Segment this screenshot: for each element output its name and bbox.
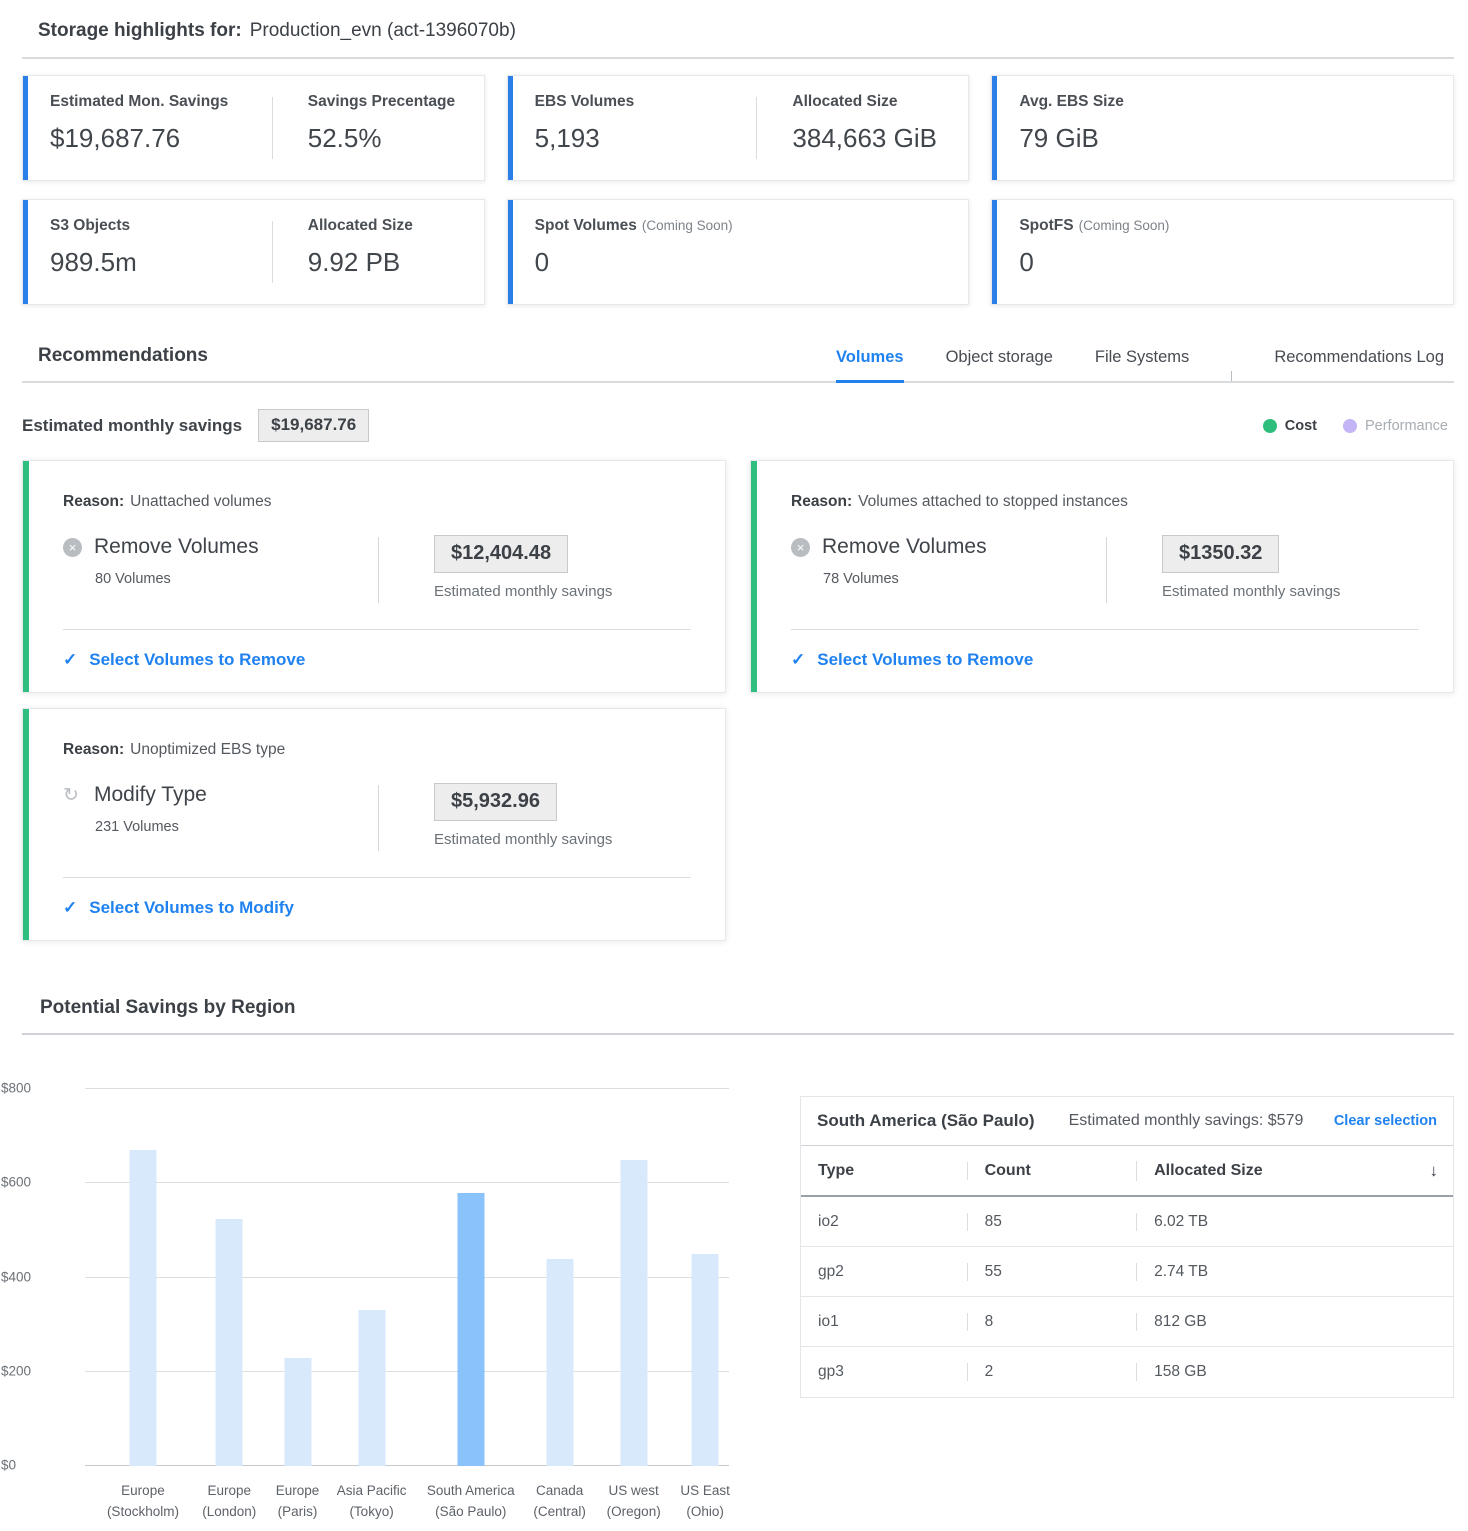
column-header-count[interactable]: Count [967, 1162, 1137, 1180]
legend [1263, 418, 1448, 434]
cell-allocated-size: 158 GB [1136, 1363, 1453, 1381]
accent-bar [992, 76, 997, 180]
stat-label: SpotFS (Coming Soon) [1019, 217, 1170, 234]
coming-soon-badge: (Coming Soon) [641, 218, 733, 233]
amount-block [379, 535, 612, 600]
select-volumes-to-remove-link[interactable]: ✓ Select Volumes to Remove [791, 650, 1034, 669]
stat-value: 52.5% [307, 123, 382, 153]
bar-south-america-s-o-paulo[interactable] [457, 1193, 484, 1466]
stat-label: Savings Precentage [307, 93, 456, 110]
stat-card-spot-volumes [507, 199, 970, 305]
stat-allocated-size-s3 [273, 200, 484, 304]
stat-allocated-size [757, 76, 968, 180]
x-axis-label-europe-paris: Europe (Paris) [275, 1483, 320, 1519]
selected-region-title: South America (São Paulo) [817, 1111, 1035, 1130]
legend-item-performance[interactable] [1343, 418, 1448, 434]
remove-icon: × [791, 538, 810, 557]
stat-avg-ebs-size [992, 76, 1453, 180]
summary-row [22, 409, 1454, 442]
cell-allocated-size: 812 GB [1136, 1313, 1453, 1331]
savings-caption: Estimated monthly savings [434, 831, 613, 848]
recommendations-title: Recommendations [38, 345, 208, 366]
action-block [791, 535, 1106, 587]
region-savings-chart [1, 1041, 758, 1531]
stat-value: 384,663 GiB [792, 123, 937, 153]
check-icon: ✓ [63, 650, 78, 669]
stat-label: EBS Volumes [534, 93, 635, 110]
bar-europe-paris[interactable] [284, 1358, 311, 1466]
rec-main [63, 783, 691, 851]
column-header-allocated-size[interactable]: Allocated Size ↓ [1136, 1161, 1453, 1181]
environment-name: Production_evn (act-1396070b) [249, 20, 516, 41]
check-icon: ✓ [63, 898, 78, 917]
x-axis-label-asia-pacific-tokyo: Asia Pacific (Tokyo) [336, 1483, 407, 1519]
savings-by-region-title: Potential Savings by Region [40, 997, 296, 1018]
action-block [63, 783, 378, 835]
action-block [63, 535, 378, 587]
stat-cards-grid [22, 75, 1454, 305]
region-table-header [801, 1097, 1453, 1146]
x-axis-label-europe-stockholm: Europe (Stockholm) [106, 1483, 179, 1519]
amount-block [379, 783, 612, 848]
select-volumes-to-modify-link[interactable]: ✓ Select Volumes to Modify [63, 898, 294, 917]
accent-bar [992, 200, 997, 304]
table-row[interactable] [801, 1347, 1453, 1397]
rec-main [63, 535, 691, 603]
accent-bar [23, 200, 28, 304]
cell-count: 2 [967, 1363, 1137, 1381]
volume-count: 231 Volumes [95, 819, 179, 835]
volume-count: 80 Volumes [95, 571, 171, 587]
rec-main [791, 535, 1419, 603]
bar-europe-stockholm[interactable] [129, 1150, 156, 1466]
savings-amount-badge: $1350.32 [1162, 535, 1279, 573]
cell-count: 8 [967, 1313, 1137, 1331]
sort-descending-icon[interactable]: ↓ [1429, 1160, 1438, 1180]
savings-caption: Estimated monthly savings [1162, 583, 1341, 600]
savings-amount-badge: $12,404.48 [434, 535, 568, 573]
bar-asia-pacific-tokyo[interactable] [358, 1310, 385, 1466]
savings-caption: Estimated monthly savings [434, 583, 613, 600]
recommendations-header [22, 345, 1454, 383]
chart-plot-area [1, 1080, 730, 1519]
y-axis-label: $800 [1, 1080, 32, 1096]
stat-label: Avg. EBS Size [1019, 93, 1124, 110]
x-axis-label-europe-london: Europe (London) [202, 1483, 257, 1519]
stat-card-spotfs [991, 199, 1454, 305]
summary-value-badge: $19,687.76 [258, 409, 369, 442]
y-axis-label: $0 [1, 1457, 17, 1473]
x-axis-label-us-east-ohio: US East (Ohio) [680, 1483, 730, 1519]
volume-count: 78 Volumes [823, 571, 899, 587]
monthly-savings-summary [22, 409, 369, 442]
select-volumes-to-remove-link[interactable]: ✓ Select Volumes to Remove [63, 650, 306, 669]
performance-dot-icon [1343, 419, 1357, 433]
stat-value: 9.92 PB [307, 247, 401, 277]
action-title: Modify Type [94, 783, 207, 806]
gridline [1, 1080, 729, 1096]
amount-block [1107, 535, 1340, 600]
action-title: Remove Volumes [94, 535, 259, 558]
tab-recommendations-log[interactable]: Recommendations Log [1274, 348, 1444, 366]
tab-object-storage[interactable]: Object storage [945, 348, 1053, 366]
tab-separator [1231, 371, 1232, 381]
table-row[interactable] [801, 1247, 1453, 1297]
accent-bar [23, 76, 28, 180]
remove-icon: × [63, 538, 82, 557]
accent-bar [508, 76, 513, 180]
coming-soon-badge: (Coming Soon) [1078, 218, 1170, 233]
stat-s3-objects [23, 200, 272, 304]
cell-type: io1 [818, 1312, 839, 1330]
cell-type: gp2 [818, 1262, 844, 1280]
rec-card-stopped-instances [750, 460, 1454, 693]
x-axis-label-canada-central: Canada (Central) [533, 1483, 586, 1519]
legend-item-cost[interactable] [1263, 418, 1317, 434]
cell-type: gp3 [818, 1363, 844, 1380]
region-detail-panel [800, 1096, 1454, 1531]
column-header-type[interactable]: Type [818, 1161, 855, 1179]
tab-file-systems[interactable]: File Systems [1094, 348, 1190, 366]
accent-bar [508, 200, 513, 304]
reason-line: Reason: Volumes attached to stopped instances [791, 493, 1128, 510]
stat-card-s3-objects [22, 199, 485, 305]
region-table [800, 1096, 1454, 1398]
cell-allocated-size: 6.02 TB [1136, 1213, 1453, 1231]
reason-line: Reason: Unattached volumes [63, 493, 272, 510]
recommendation-cards [22, 460, 1454, 941]
bar-us-west-oregon[interactable] [620, 1160, 647, 1466]
bar-canada-central[interactable] [546, 1259, 573, 1466]
legend-label: Cost [1284, 417, 1317, 434]
stat-ebs-volumes [508, 76, 757, 180]
y-axis-label: $600 [1, 1174, 32, 1190]
bar-us-east-ohio[interactable] [692, 1254, 719, 1466]
stat-label: Estimated Mon. Savings [50, 93, 229, 110]
cell-count: 55 [967, 1263, 1137, 1281]
summary-label: Estimated monthly savings [22, 415, 243, 435]
accent-bar [23, 709, 29, 940]
clear-selection-link[interactable]: Clear selection [1333, 1113, 1437, 1129]
rec-card-unattached [22, 460, 726, 693]
action-title: Remove Volumes [822, 535, 987, 558]
accent-bar [751, 461, 757, 692]
stat-value: $19,687.76 [50, 123, 181, 153]
stat-savings-percentage [273, 76, 484, 180]
table-row[interactable] [801, 1297, 1453, 1347]
cell-count: 85 [967, 1213, 1137, 1231]
stat-estimated-mon-savings [23, 76, 272, 180]
region-savings-subtitle: Estimated monthly savings: $579 [1068, 1112, 1304, 1129]
bar-europe-london[interactable] [216, 1219, 243, 1466]
x-axis-label-south-america-s-o-paulo: South America (São Paulo) [426, 1483, 515, 1519]
cost-dot-icon [1263, 419, 1277, 433]
stat-card-savings [22, 75, 485, 181]
stat-value: 989.5m [50, 247, 137, 277]
stat-spot-volumes [508, 200, 969, 304]
modify-type-icon: ↻ [63, 784, 79, 806]
recommendations-tabs [836, 348, 1444, 381]
savings-by-region-header [22, 997, 1454, 1035]
stat-value: 0 [1019, 247, 1034, 277]
x-axis-label-us-west-oregon: US west (Oregon) [606, 1483, 661, 1519]
savings-amount-badge: $5,932.96 [434, 783, 557, 821]
table-column-headers [801, 1146, 1453, 1197]
stat-label: Allocated Size [307, 217, 413, 234]
stat-label: S3 Objects [50, 217, 131, 234]
cell-type: io2 [818, 1212, 839, 1230]
tab-volumes[interactable]: Volumes [836, 348, 904, 383]
reason-line: Reason: Unoptimized EBS type [63, 741, 286, 758]
table-row[interactable] [801, 1197, 1453, 1247]
rec-card-unoptimized-type [22, 708, 726, 941]
savings-by-region-body [1, 1041, 1454, 1531]
legend-label: Performance [1364, 417, 1448, 434]
stat-spotfs [992, 200, 1453, 304]
stat-card-ebs-volumes [507, 75, 970, 181]
accent-bar [23, 461, 29, 692]
page-title [22, 14, 1454, 59]
y-axis-label: $200 [1, 1363, 32, 1379]
page-title-label: Storage highlights for: [38, 20, 242, 41]
stat-card-avg-ebs-size [991, 75, 1454, 181]
stat-value: 5,193 [534, 123, 600, 153]
table-body [801, 1197, 1453, 1397]
stat-value: 0 [534, 247, 550, 277]
stat-label: Allocated Size [792, 93, 898, 110]
y-axis-label: $400 [1, 1269, 32, 1284]
stat-value: 79 GiB [1019, 123, 1099, 153]
cell-allocated-size: 2.74 TB [1136, 1263, 1453, 1281]
stat-label: Spot Volumes (Coming Soon) [534, 217, 733, 234]
check-icon: ✓ [791, 650, 806, 669]
